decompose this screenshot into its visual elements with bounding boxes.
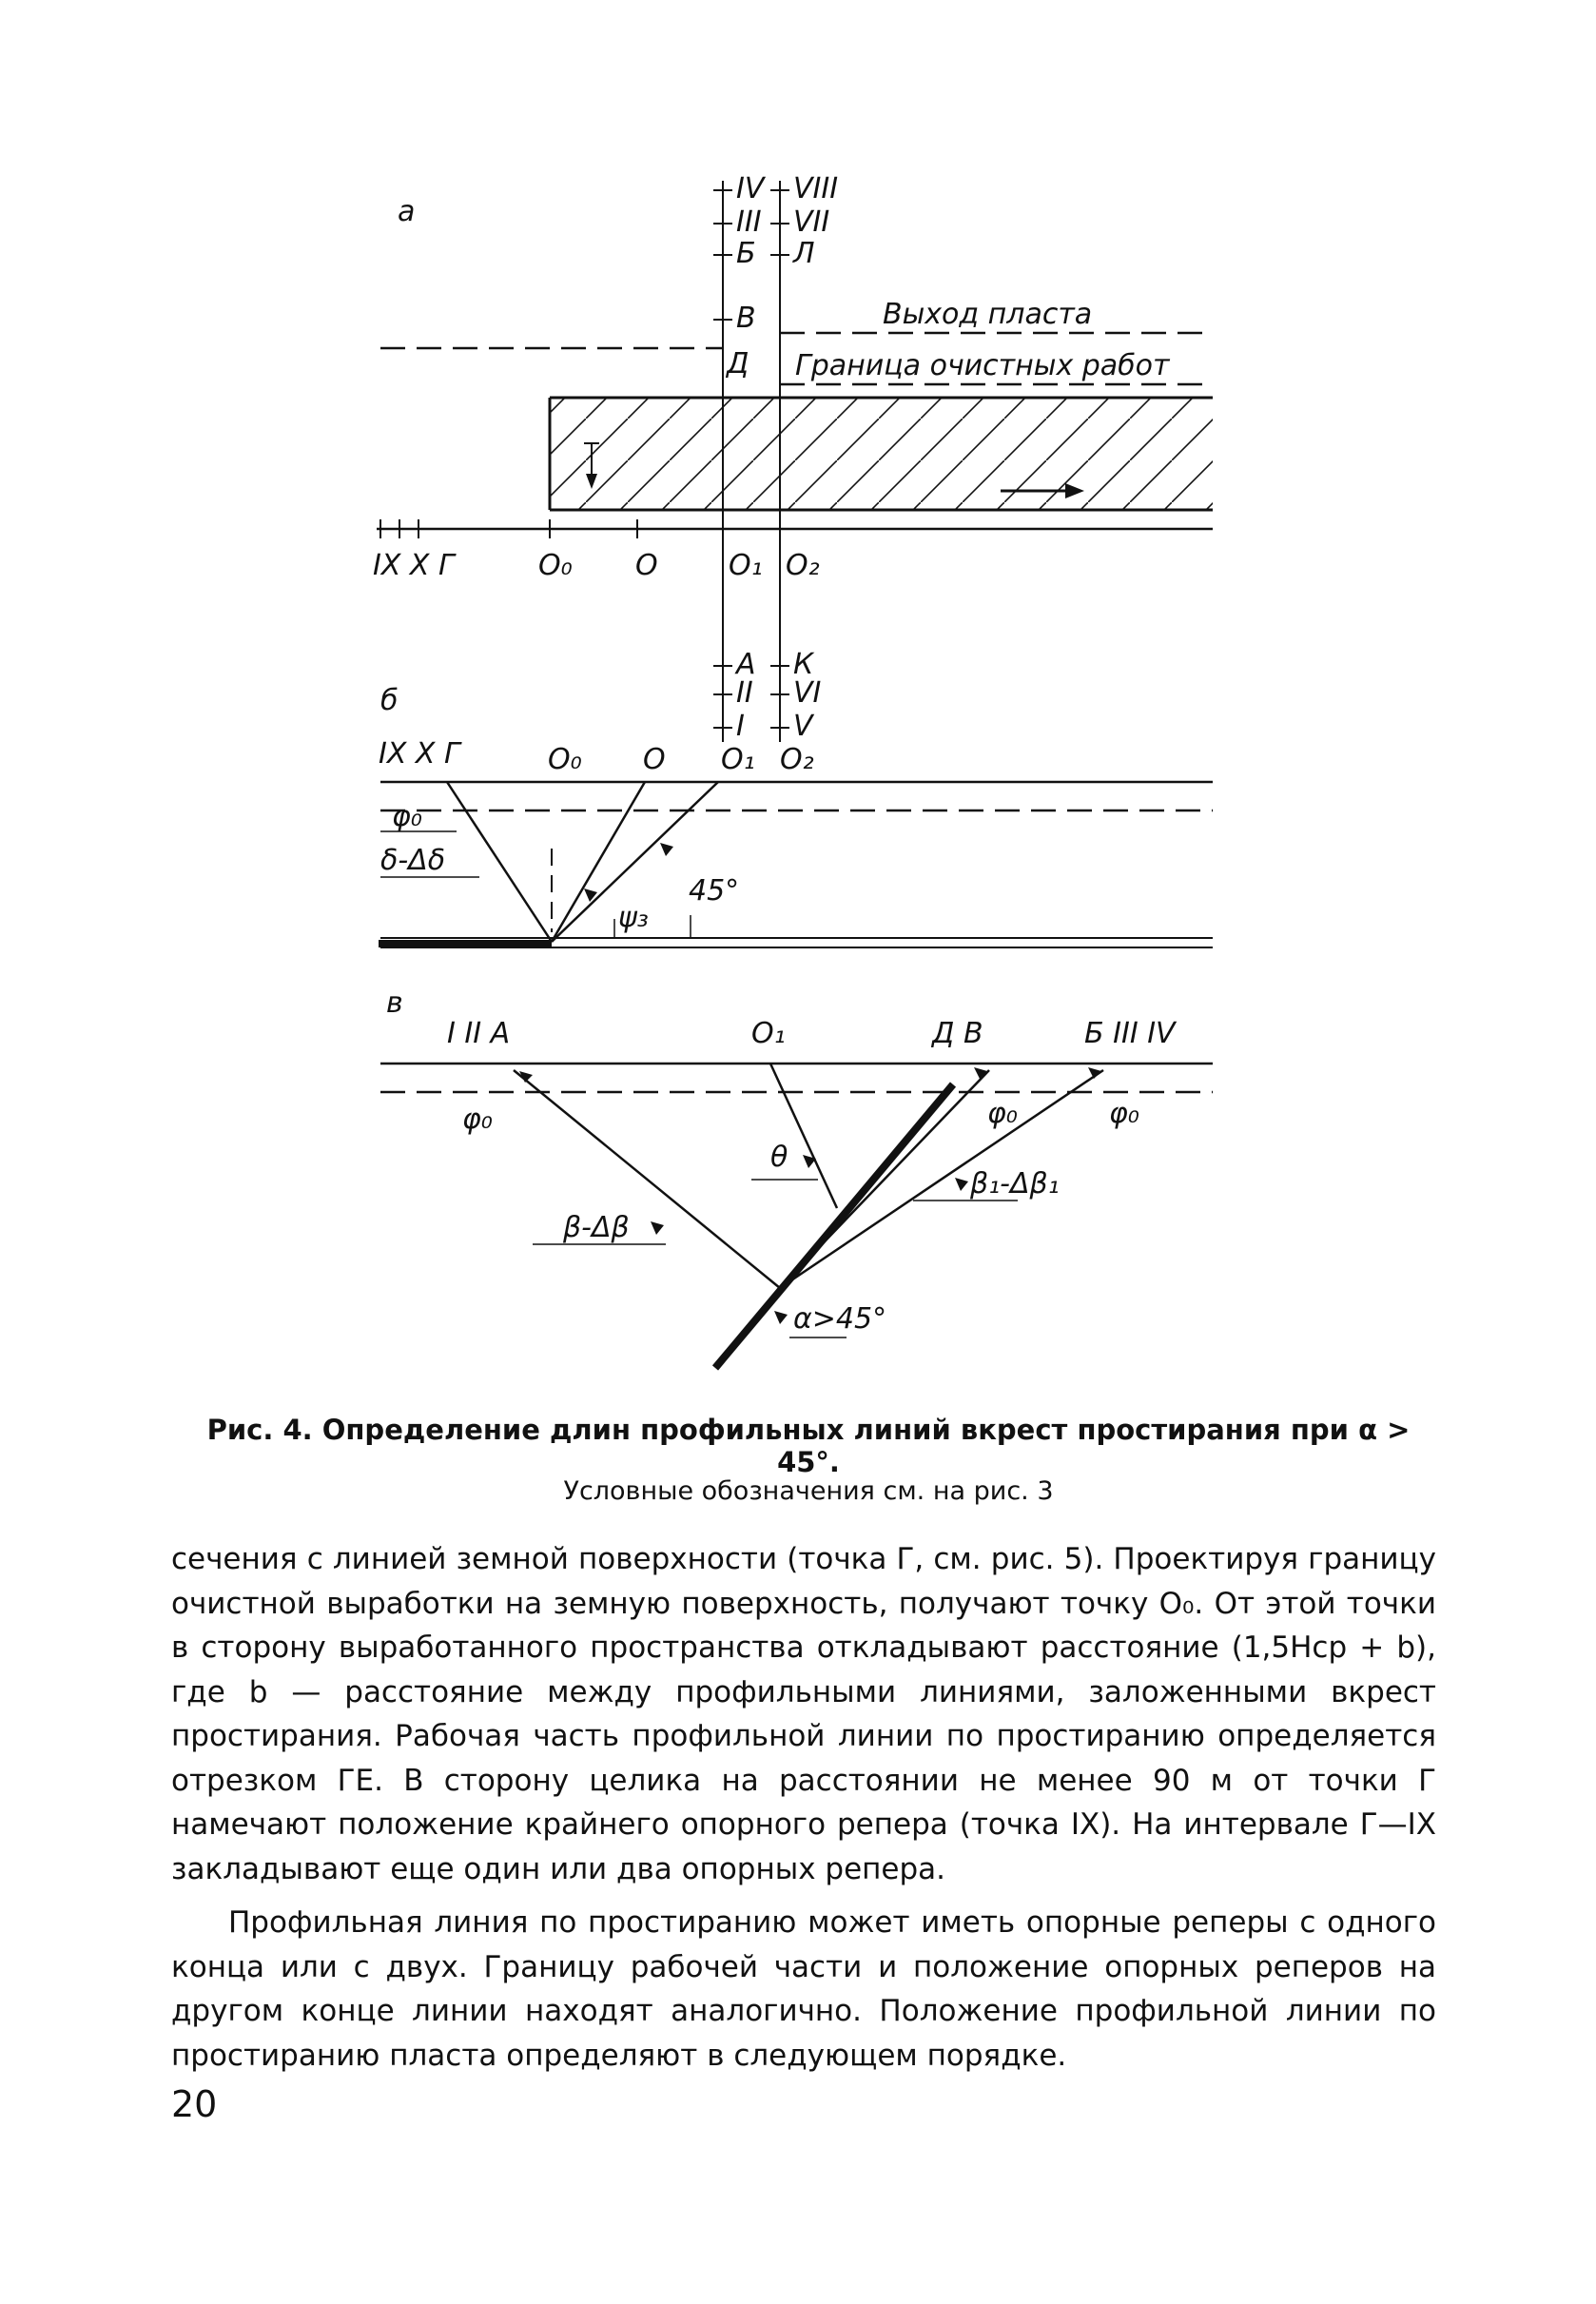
label-k-cyr: К bbox=[793, 648, 814, 681]
label-ix-x-g-a: IX X Г bbox=[373, 549, 455, 582]
paragraph-1: сечения с линией земной поверхности (точка Г, см. рис. 5). Проектируя границу очистной выработки на земную поверхность, получают точку O₀. От этой точки в сторону выработанного пространства откладывают расстояние (1,5Hср + b), где b — расстояние между профильными линиями, заложенными вкрест простирания. Рабочая часть профильной линии по простиранию определяется отрезком ГЕ. В сторону целика на расстоянии не менее 90 м от точки Г намечают положение крайнего опорного репера (точка IX). На интервале Г—IX закладывают еще один или два опорных репера. bbox=[171, 1542, 1436, 1886]
label-o1-a: O₁ bbox=[729, 549, 763, 582]
label-phi0-v3: φ₀ bbox=[1109, 1097, 1139, 1130]
label-vi: VI bbox=[793, 676, 822, 710]
body-text bbox=[171, 1537, 1436, 2078]
label-beta1: β₁-Δβ₁ bbox=[970, 1167, 1060, 1201]
panel-a bbox=[373, 172, 1213, 743]
panel-b-label: б bbox=[380, 684, 399, 717]
label-v-cyr: В bbox=[736, 302, 756, 335]
paragraph-2: Профильная линия по простиранию может иметь опорные реперы с одного конца или с двух. Границу рабочей части и положение опорных реперов на другом конце линии находят аналогично. Положение профильной линии по простиранию пласта определяют в следующем порядке. bbox=[171, 1905, 1436, 2073]
panel-v-label: в bbox=[386, 986, 403, 1020]
label-ii: II bbox=[736, 676, 753, 710]
figure-caption-note: Условные обозначения см. на рис. 3 bbox=[563, 1476, 1054, 1506]
label-d-cyr: Д bbox=[727, 347, 749, 381]
boundary-label: Граница очистных работ bbox=[795, 349, 1170, 382]
label-o2-b: O₂ bbox=[780, 743, 814, 776]
label-o-b: O bbox=[643, 743, 666, 776]
label-a-cyr: А bbox=[736, 648, 756, 681]
panel-v bbox=[380, 986, 1213, 1368]
label-psi3: ψ₃ bbox=[618, 901, 649, 934]
label-iv: IV bbox=[736, 172, 765, 205]
label-phi0-v2: φ₀ bbox=[987, 1097, 1018, 1130]
label-b-cyr: Б bbox=[736, 237, 756, 270]
label-vii: VII bbox=[793, 205, 830, 239]
label-phi0-b: φ₀ bbox=[392, 800, 422, 833]
page-number: 20 bbox=[171, 2083, 218, 2125]
outcrop-label: Выход пласта bbox=[883, 298, 1093, 331]
label-viii: VIII bbox=[793, 172, 839, 205]
label-b-iii-iv: Б III IV bbox=[1084, 1017, 1176, 1050]
label-o2-a: O₂ bbox=[786, 549, 820, 582]
label-o0-a: O₀ bbox=[538, 549, 573, 582]
label-o1-v: O₁ bbox=[751, 1017, 786, 1050]
label-o1-b: O₁ bbox=[721, 743, 755, 776]
figure-caption-title: Рис. 4. Определение длин профильных линий вкрест простирания при α > 45°. bbox=[206, 1414, 1411, 1478]
label-delta-b: δ-Δδ bbox=[380, 844, 446, 877]
panel-a-label: а bbox=[398, 195, 416, 228]
label-i-ii-a: I II А bbox=[447, 1017, 511, 1050]
label-beta: β-Δβ bbox=[563, 1211, 630, 1244]
label-v: V bbox=[793, 710, 813, 743]
label-i: I bbox=[736, 710, 745, 743]
label-l-cyr: Л bbox=[793, 237, 815, 270]
label-alpha: α>45° bbox=[793, 1302, 887, 1336]
label-phi0-v1: φ₀ bbox=[462, 1103, 493, 1136]
label-o-a: O bbox=[635, 549, 658, 582]
label-ix-x-g-b: IX X Г bbox=[379, 737, 460, 771]
label-45-deg: 45° bbox=[689, 874, 740, 908]
label-d-v: Д В bbox=[932, 1017, 983, 1050]
label-o0-b: O₀ bbox=[548, 743, 582, 776]
label-iii: III bbox=[736, 205, 762, 239]
label-theta: θ bbox=[770, 1141, 788, 1174]
